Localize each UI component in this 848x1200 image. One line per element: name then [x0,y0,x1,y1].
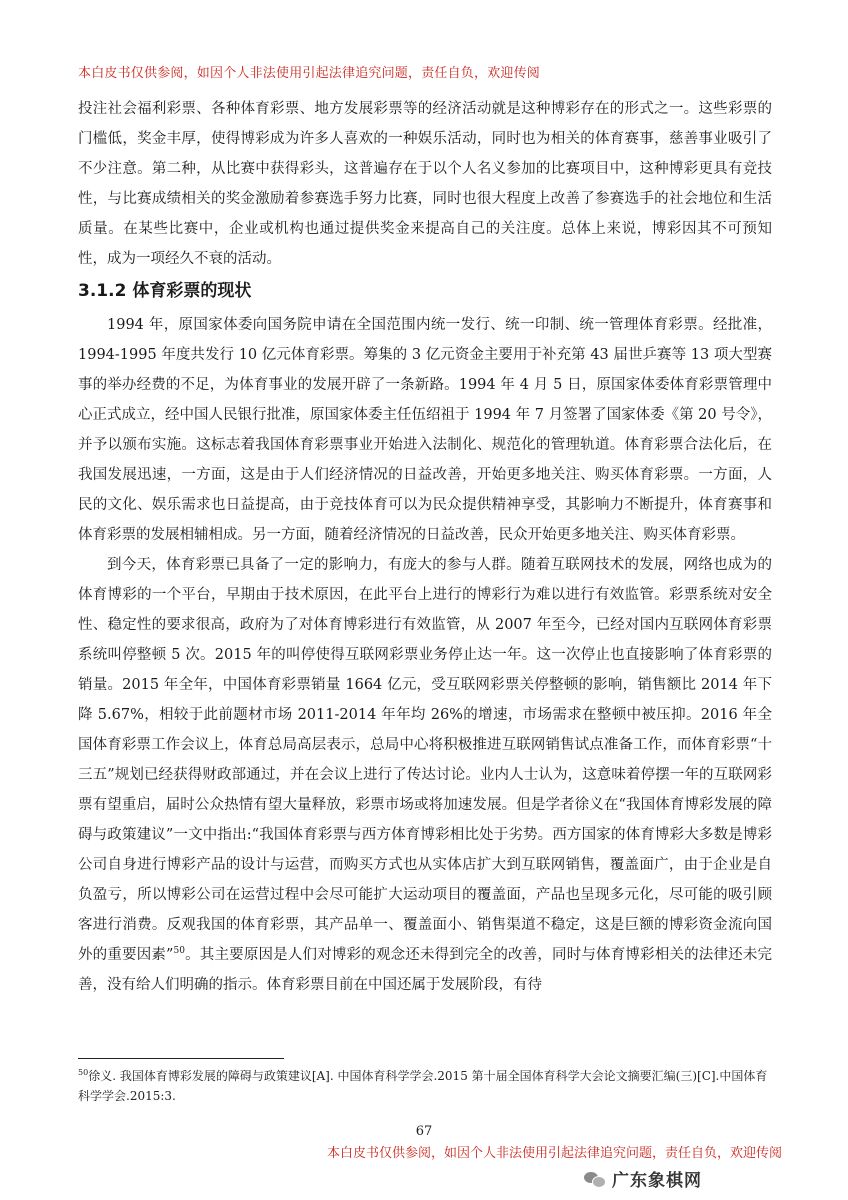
document-body [78,94,772,1000]
paragraph-tail-text: 。其主要原因是人们对博彩的观念还未得到完全的改善，同时与体育博彩相关的法律还未完善，没有给人们明确的指示。体育彩票目前在中国还属于发展阶段，有待 [78,947,772,993]
paragraph-main-text: 到今天，体育彩票已具备了一定的影响力，有庞大的参与人群。随着互联网技术的发展，网络也成为的体育博彩的一个平台，早期由于技术原因，在此平台上进行的博彩行为难以进行有效监管。彩票系统对安全性、稳定性的要求很高，政府为了对体育博彩进行有效监管，从 2007 年至今，已经对国内互联网体育彩票系统叫停整顿 5 次。2015 年的叫停使得互联网彩票业务停止达一年。这一次停止也直接影响了体育彩票的销量。2015 年全年，中国体育彩票销量 1664 亿元，受互联网彩票关停整顿的影响，销售额比 2014 年下降 5.67%，相较于此前题材市场 2011-2014 年年均 26%的增速，市场需求在整顿中被压抑。2016 年全国体育彩票工作会议上，体育总局高层表示，总局中心将积极推进互联网销售试点准备工作，而体育彩票“十三五”规划已经获得财政部通过，并在会议上进行了传达讨论。业内人士认为，这意味着停摆一年的互联网彩票有望重启，届时公众热情有望大量释放，彩票市场或将加速发展。但是学者徐义在“我国体育博彩发展的障碍与政策建议”一文中指出:“我国体育彩票与西方体育博彩相比处于劣势。西方国家的体育博彩大多数是博彩公司自身进行博彩产品的设计与运营，而购买方式也从实体店扩大到互联网销售，覆盖面广，由于企业是自负盈亏，所以博彩公司在运营过程中会尽可能扩大运动项目的覆盖面，产品也呈现多元化，尽可能的吸引顾客进行消费。反观我国的体育彩票，其产品单一、覆盖面小、销售渠道不稳定，这是巨额的博彩资金流向国外的重要因素” [78,557,772,963]
footnote-divider [78,1058,284,1059]
wechat-icon [584,1170,606,1188]
footnote-number: 50 [78,1068,89,1077]
section-heading: 3.1.2 体育彩票的现状 [78,281,252,301]
intro-paragraph: 投注社会福利彩票、各种体育彩票、地方发展彩票等的经济活动就是这种博彩存在的形式之一。这些彩票的门槛低，奖金丰厚，使得博彩成为许多人喜欢的一种娱乐活动，同时也为相关的体育赛事，慈善事业吸引了不少注意。第二种，从比赛中获得彩头，这普遍存在于以个人名义参加的比赛项目中，这种博彩更具有竞技性，与比赛成绩相关的奖金激励着参赛选手努力比赛，同时也很大程度上改善了参赛选手的社会地位和生活质量。在某些比赛中，企业或机构也通过提供奖金来提高自己的关注度。总体上来说，博彩因其不可预知性，成为一项经久不衰的活动。 [78,101,772,267]
header-disclaimer: 本白皮书仅供参阅，如因个人非法使用引起法律追究问题，责任自负，欢迎传阅 [78,66,541,81]
footnote [78,1066,772,1106]
paragraph-lottery-status [78,550,772,1000]
paragraph-lottery-history: 1994 年，原国家体委向国务院申请在全国范围内统一发行、统一印制、统一管理体育彩票。经批准，1994-1995 年度共发行 10 亿元体育彩票。筹集的 3 亿元资金主要用于补充第 43 届世乒赛等 13 项大型赛事的举办经费的不足，为体育事业的发展开辟了一条新路。1994 年 4 月 5 日，原国家体委体育彩票管理中心正式成立，经中国人民银行批准，原国家体委主任伍绍祖于 1994 年 7 月签署了国家体委《第 20 号令》，并予以颁布实施。这标志着我国体育彩票事业开始进入法制化、规范化的管理轨道。体育彩票合法化后，在我国发展迅速，一方面，这是由于人们经济情况的日益改善，开始更多地关注、购买体育彩票。一方面，人民的文化、娱乐需求也日益提高，由于竞技体育可以为民众提供精神享受，其影响力不断提升，体育赛事和体育彩票的发展相辅相成。另一方面，随着经济情况的日益改善，民众开始更多地关注、购买体育彩票。 [78,317,772,543]
watermark [584,1166,702,1191]
footnote-reference[interactable]: 50 [173,946,185,957]
footnote-text: 徐义. 我国体育博彩发展的障碍与政策建议[A]. 中国体育科学学会.2015 第十届全国体育科学大会论文摘要汇编(三)[C].中国体育科学学会.2015:3. [78,1069,768,1103]
footer-disclaimer: 本白皮书仅供参阅，如因个人非法使用引起法律追究问题，责任自负，欢迎传阅 [326,1146,782,1161]
page-number: 67 [415,1124,433,1139]
watermark-text: 广东象棋网 [612,1171,702,1191]
